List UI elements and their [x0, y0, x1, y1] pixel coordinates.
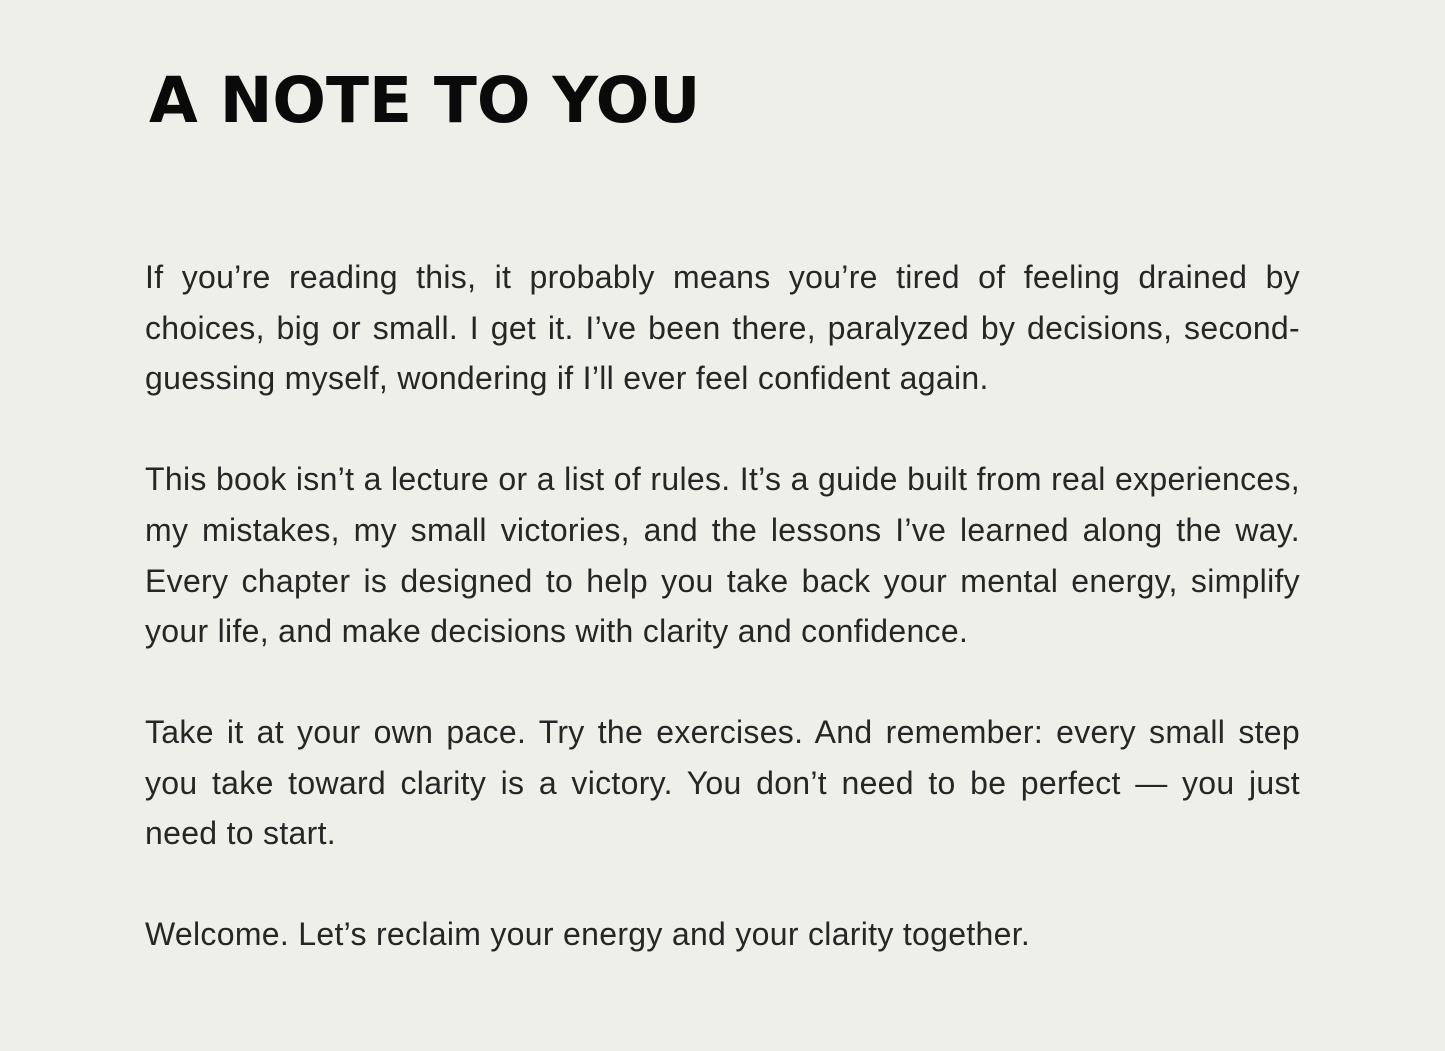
paragraph-encouragement: Take it at your own pace. Try the exercises. And remember: every small step you take toward clarity is a victory. You don’t need to be perfect — you just need to start. [145, 713, 1300, 852]
paragraph-about-book: This book isn’t a lecture or a list of rules. It’s a guide built from real experiences, my mistakes, my small victories, and the lessons I’ve learned along the way. Every chapter is designed to help you take back your mental energy, simplify your life, and make decisions with clarity and confidence. [145, 461, 1300, 650]
paragraph-welcome: Welcome. Let’s reclaim your energy and your clarity together. [145, 916, 1031, 953]
page-title: A NOTE TO YOU [149, 64, 701, 137]
note-body [145, 252, 1300, 960]
paragraph-intro: If you’re reading this, it probably means you’re tired of feeling drained by choices, big or small. I get it. I’ve been there, paralyzed by decisions, second-guessing myself, wondering if I’ll ever feel confident again. [145, 259, 1300, 397]
